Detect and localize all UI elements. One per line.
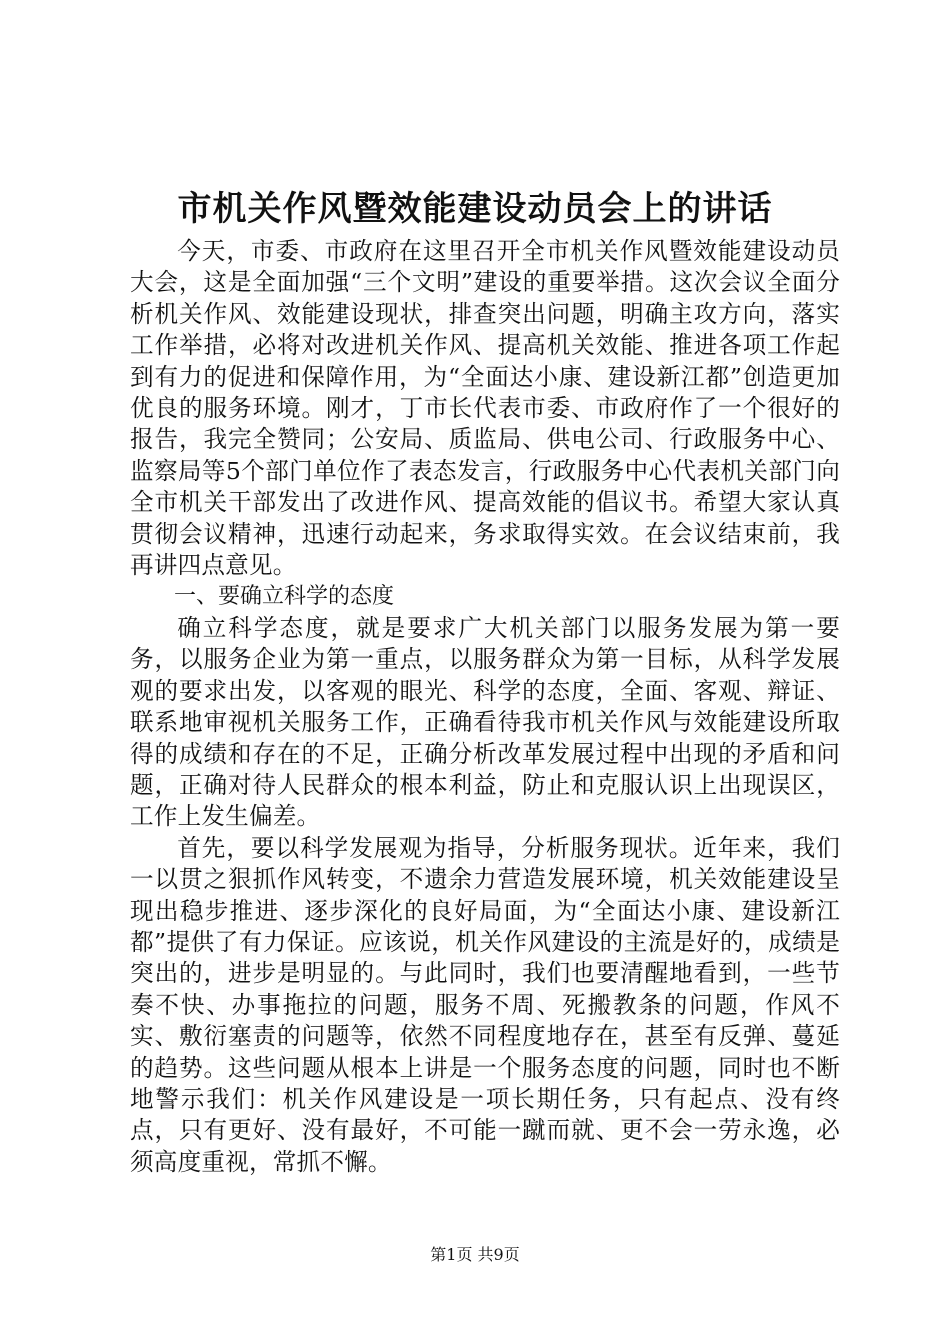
page-number-footer: 第1页 共9页 (430, 1245, 520, 1264)
section-paragraph-2: 首先，要以科学发展观为指导，分析服务现状。近年来，我们一以贯之狠抓作风转变，不遗余力营造发展环境，机关效能建设呈现出稳步推进、逐步深化的良好局面，为“全面达小康、建设新江都”提供了有力保证。应该说，机关作风建设的主流是好的，成绩是突出的，进步是明显的。与此同时，我们也要清醒地看到，一些节奏不快、办事拖拉的问题，服务不周、死搬教条的问题，作风不实、敷衍塞责的问题等，依然不同程度地存在，甚至有反弹、蔓延的趋势。这些问题从根本上讲是一个服务态度的问题，同时也不断地警示我们：机关作风建设是一项长期任务，只有起点、没有终点，只有更好、没有最好，不可能一蹴而就、更不会一劳永逸，必须高度重视，常抓不懈。 (130, 833, 840, 1176)
page-title: 市机关作风暨效能建设动员会上的讲话 (177, 189, 773, 229)
document-body (130, 236, 840, 1178)
section-heading: 一、要确立科学的态度 (174, 584, 395, 610)
section-paragraph-1: 确立科学态度，就是要求广大机关部门以服务发展为第一要务，以服务企业为第一重点，以服务群众为第一目标，从科学发展观的要求出发，以客观的眼光、科学的态度，全面、客观、辩证、联系地审视机关服务工作，正确看待我市机关作风与效能建设所取得的成绩和存在的不足，正确分析改革发展过程中出现的矛盾和问题，正确对待人民群众的根本利益，防止和克服认识上出现误区，工作上发生偏差。 (130, 613, 840, 831)
intro-paragraph: 今天，市委、市政府在这里召开全市机关作风暨效能建设动员大会，这是全面加强“三个文明”建设的重要举措。这次会议全面分析机关作风、效能建设现状，排查突出问题，明确主攻方向，落实工作举措，必将对改进机关作风、提高机关效能、推进各项工作起到有力的促进和保障作用，为“全面达小康、建设新江都”创造更加优良的服务环境。刚才，丁市长代表市委、市政府作了一个很好的报告，我完全赞同；公安局、质监局、供电公司、行政服务中心、监察局等5个部门单位作了表态发言，行政服务中心代表机关部门向全市机关干部发出了改进作风、提高效能的倡议书。希望大家认真贯彻会议精神，迅速行动起来，务求取得实效。在会议结束前，我再讲四点意见。 (130, 237, 840, 580)
